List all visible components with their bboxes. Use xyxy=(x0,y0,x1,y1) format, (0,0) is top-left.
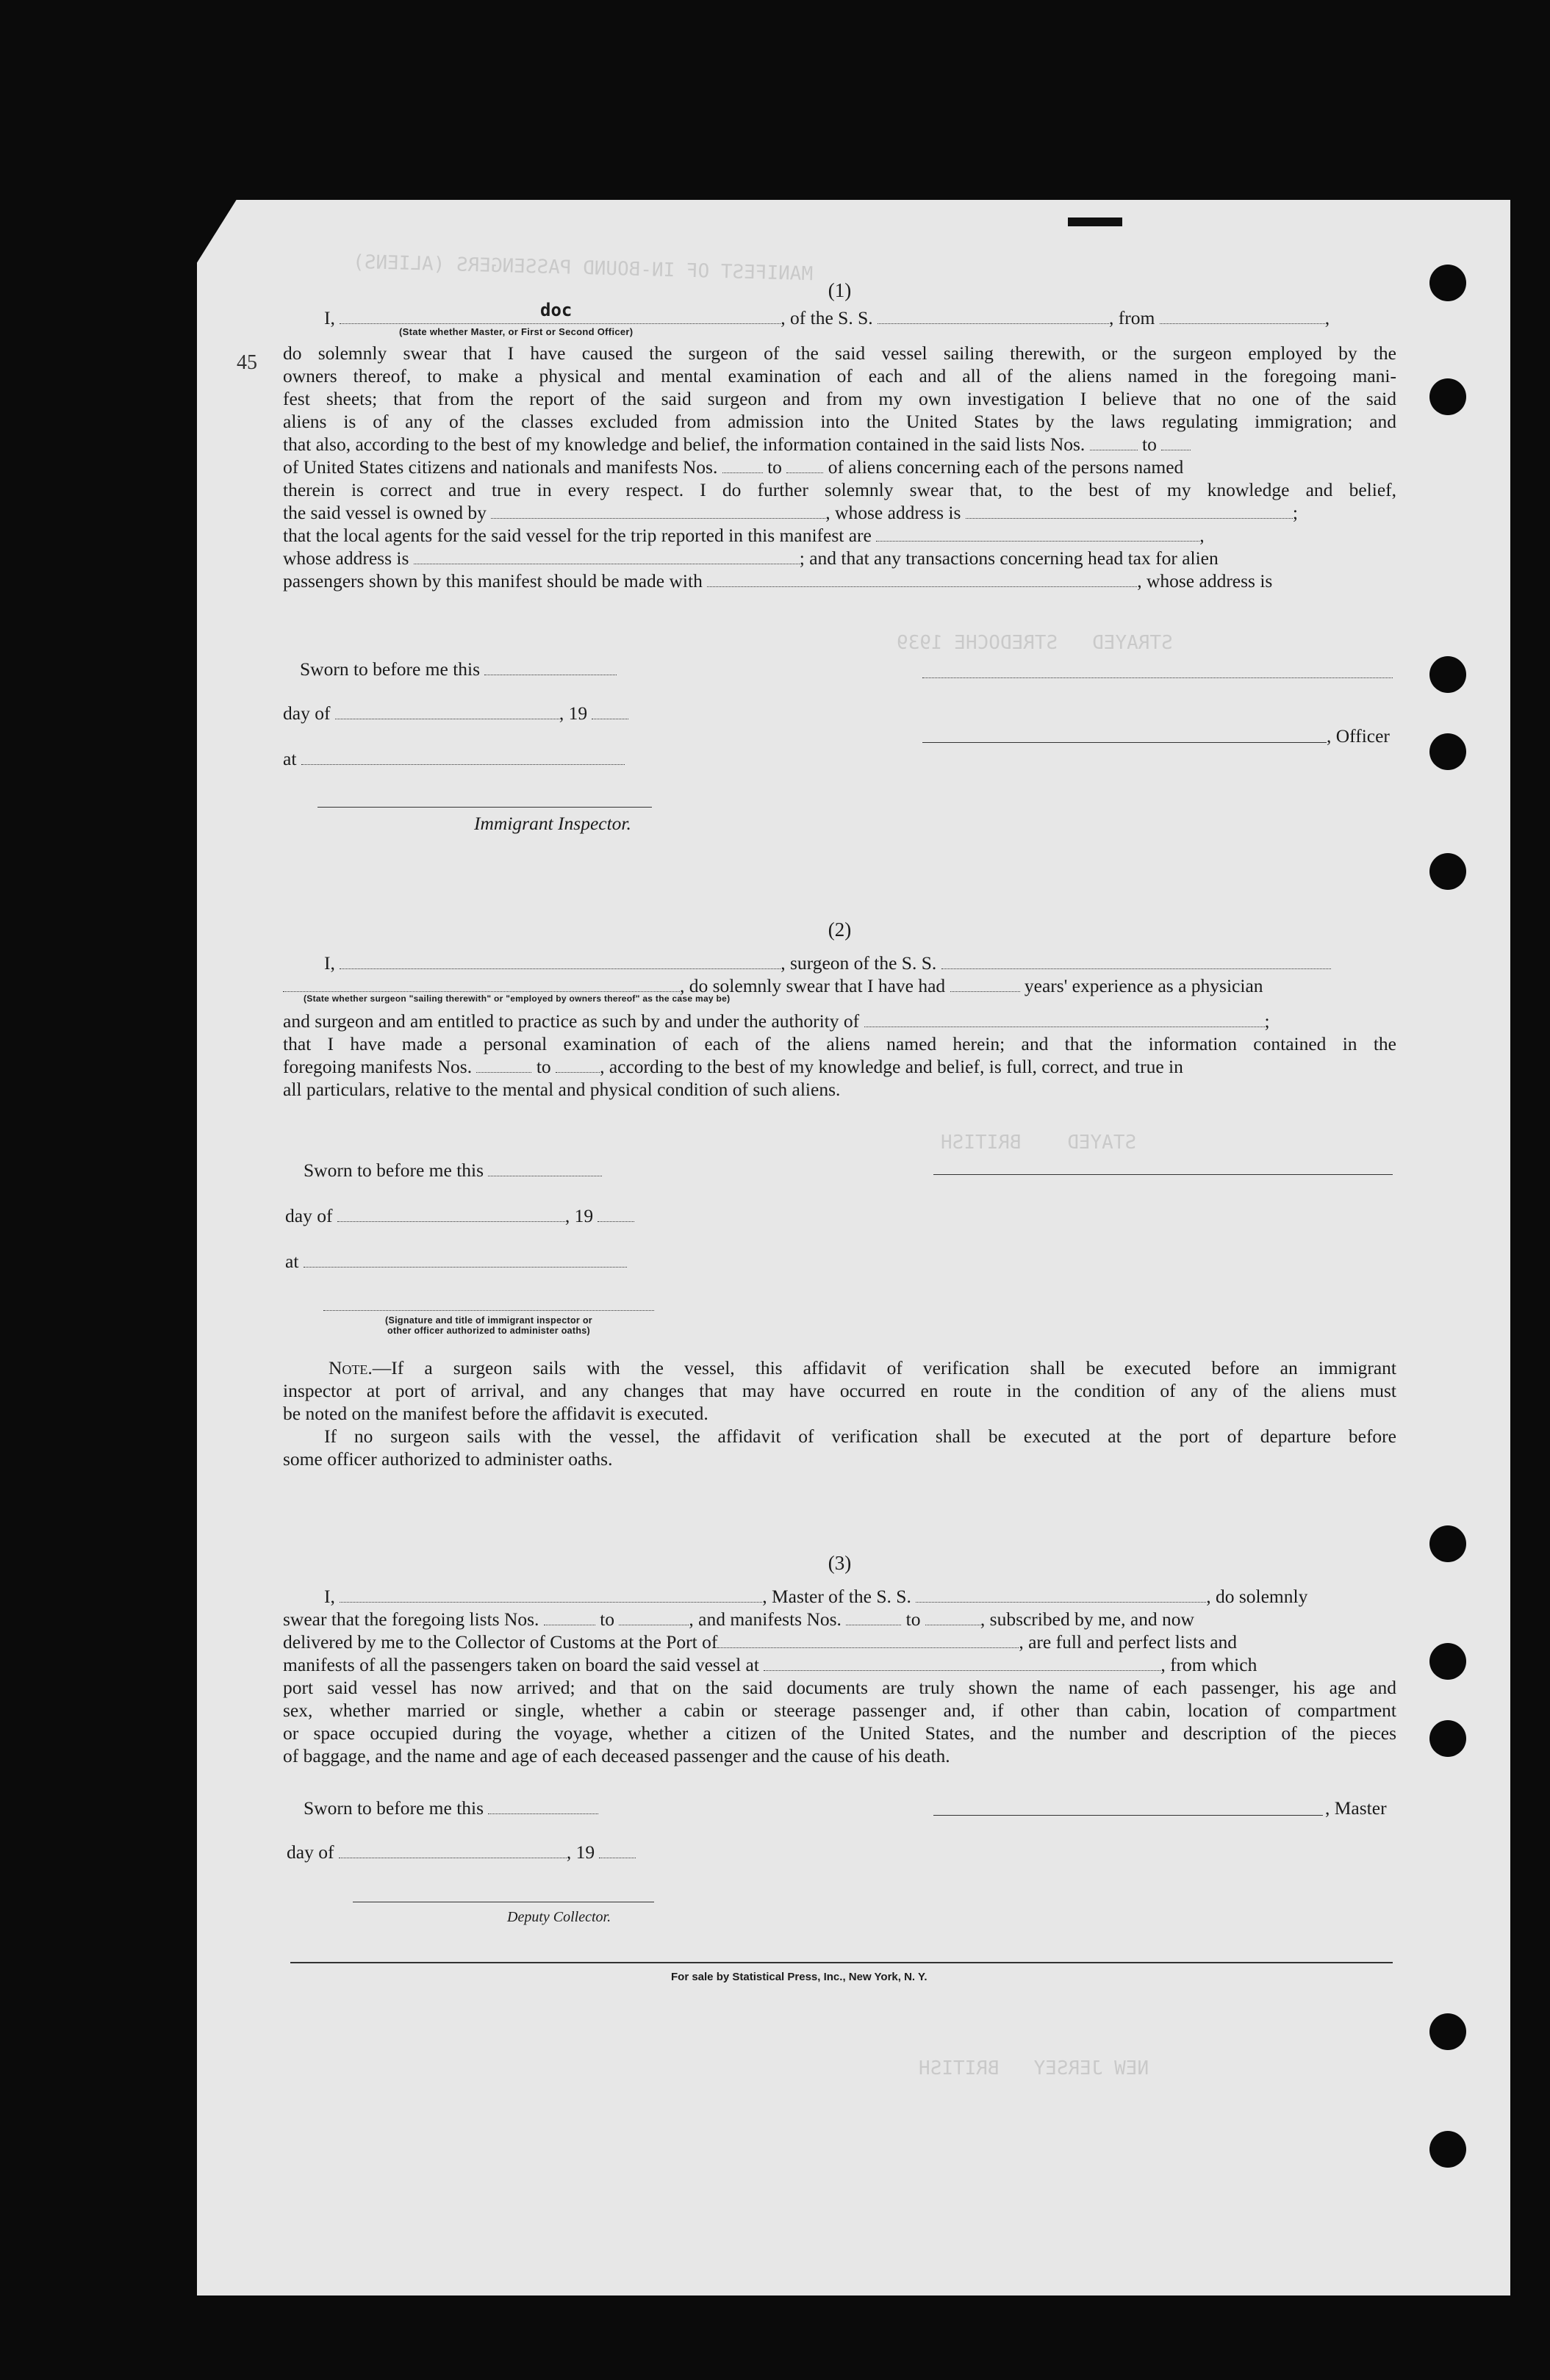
inspector-signature-line[interactable] xyxy=(317,807,652,808)
bleed-through: STRAYED STREDOCHE 1939 xyxy=(897,632,1173,654)
body-line: owners thereof, to make a physical and mental examination of each and all of the aliens named in the foregoing mani- xyxy=(283,365,1396,387)
section-3 xyxy=(283,1552,1396,1767)
port-departure-blank[interactable] xyxy=(764,1655,1160,1671)
note-line: Note.—If a surgeon sails with the vessel, this affidavit of verification shall be executed before an immigrant xyxy=(329,1357,1396,1378)
surgeon-line: I, , surgeon of the S. S. xyxy=(283,952,1396,974)
note-line: If no surgeon sails with the vessel, the affidavit of verification shall be executed at the port of departure before xyxy=(324,1426,1396,1447)
sworn-day-blank[interactable] xyxy=(488,1799,598,1814)
authority-blank[interactable] xyxy=(864,1012,1265,1027)
section-2 xyxy=(283,918,1396,1101)
section-1 xyxy=(283,279,1396,592)
owner-address-blank[interactable] xyxy=(966,503,1293,519)
officer-caption: (State whether Master, or First or Second Officer) xyxy=(399,326,634,337)
bleed-through: NEW JERSEY BRITISH xyxy=(919,2057,1149,2079)
body-line: aliens is of any of the classes excluded from admission into the United States by the laws regulating immigration; and xyxy=(283,411,1396,432)
officer-name-blank[interactable] xyxy=(340,309,781,324)
punch-hole xyxy=(1429,1525,1466,1562)
note-block xyxy=(283,1356,1396,1470)
vessel-blank[interactable] xyxy=(878,309,1109,324)
body-line: whose address is ; and that any transactions concerning head tax for alien xyxy=(283,547,1219,569)
printer-imprint: For sale by Statistical Press, Inc., New York, N. Y. xyxy=(671,1971,928,1983)
years-blank[interactable] xyxy=(950,977,1020,992)
manifests-to-blank[interactable] xyxy=(925,1610,980,1625)
officer-label: , Officer xyxy=(1327,725,1390,747)
sworn-label: Sworn to before me this xyxy=(300,658,617,680)
witness-signature-line[interactable] xyxy=(323,1310,654,1311)
sworn-day-blank[interactable] xyxy=(488,1161,602,1176)
master-name-blank[interactable] xyxy=(340,1587,762,1603)
year-blank[interactable] xyxy=(599,1843,636,1858)
year-blank[interactable] xyxy=(592,704,628,719)
body-line: that also, according to the best of my knowledge and belief, the information contained in the said lists Nos. to xyxy=(283,433,1396,456)
punch-hole xyxy=(1429,853,1466,890)
body-line: all particulars, relative to the mental and physical condition of such aliens. xyxy=(283,1079,841,1100)
bleed-through: MANIFEST OF IN-BOUND PASSENGERS (ALIENS) xyxy=(352,251,814,286)
surgeon-caption: (State whether surgeon "sailing therewith" or "employed by owners thereof" as the case may be) xyxy=(304,993,731,1004)
month-blank[interactable] xyxy=(337,1207,565,1222)
note-line: some officer authorized to administer oaths. xyxy=(283,1448,613,1470)
agents-blank[interactable] xyxy=(876,526,1199,542)
collector-caption: Deputy Collector. xyxy=(507,1909,611,1925)
surgeon-signature-line[interactable] xyxy=(933,1174,1393,1175)
lists-to-blank[interactable] xyxy=(1161,435,1191,450)
master-line: I, , Master of the S. S. , do solemnly xyxy=(324,1586,1308,1607)
body-line: port said vessel has now arrived; and that on the said documents are truly shown the name of each passenger, his age and xyxy=(283,1677,1396,1698)
master-signature-line[interactable] xyxy=(933,1815,1323,1816)
vessel-blank[interactable] xyxy=(916,1587,1206,1603)
punch-hole xyxy=(1429,378,1466,415)
punch-hole xyxy=(1429,1643,1466,1680)
lists-from-blank[interactable] xyxy=(544,1610,595,1625)
place-blank[interactable] xyxy=(301,749,625,765)
officer-line: I, , of the S. S. , from , xyxy=(324,307,1330,328)
manifests-to-blank[interactable] xyxy=(556,1057,600,1073)
inspector-caption: Immigrant Inspector. xyxy=(474,813,631,834)
body-line: or space occupied during the voyage, whether a citizen of the United States, and the number and description of the pieces xyxy=(283,1722,1396,1744)
body-line: do solemnly swear that I have caused the surgeon of the said vessel sailing therewith, or the surgeon employed by the xyxy=(283,342,1396,364)
punch-hole xyxy=(1429,265,1466,301)
lists-from-blank[interactable] xyxy=(1090,435,1138,450)
tape-mark xyxy=(1068,217,1122,226)
vessel-blank[interactable] xyxy=(941,954,1331,969)
section-number: (3) xyxy=(828,1552,852,1574)
lists-to-blank[interactable] xyxy=(619,1610,689,1625)
bleed-through: STAYED BRITISH xyxy=(941,1132,1137,1154)
officer-signature-line-1[interactable] xyxy=(922,677,1393,678)
note-line: inspector at port of arrival, and any changes that may have occurred en route in the condition of any of the aliens must xyxy=(283,1380,1396,1401)
agents-address-blank[interactable] xyxy=(414,549,800,564)
port-from-blank[interactable] xyxy=(1160,309,1325,324)
sworn-label: Sworn to before me this xyxy=(304,1160,602,1182)
punch-hole xyxy=(1429,656,1466,693)
oath-body xyxy=(283,342,1396,592)
body-line: the said vessel is owned by , whose address is ; xyxy=(283,502,1298,523)
surgeon-status-blank[interactable] xyxy=(283,977,680,992)
footer-rule xyxy=(290,1962,1393,1963)
master-label: , Master xyxy=(1325,1797,1387,1819)
day-label: day of , 19 xyxy=(285,1205,634,1227)
punch-hole xyxy=(1429,2131,1466,2168)
punch-hole xyxy=(1429,1720,1466,1757)
officer-signature-line-2[interactable] xyxy=(922,742,1327,743)
body-line: sex, whether married or single, whether a cabin or steerage passenger and, if other than cabin, location of compartment xyxy=(283,1700,1396,1721)
body-line: delivered by me to the Collector of Customs at the Port of , are full and perfect lists and xyxy=(283,1631,1238,1653)
manifests-from-blank[interactable] xyxy=(722,458,763,473)
witness-caption: (Signature and title of immigrant inspector or other officer authorized to administer oaths) xyxy=(385,1315,592,1336)
surgeon-line: , do solemnly swear that I have had years' experience as a physician xyxy=(283,974,1396,997)
at-label: at xyxy=(283,748,625,770)
manifests-to-blank[interactable] xyxy=(786,458,823,473)
head-tax-blank[interactable] xyxy=(707,572,1137,587)
manifests-from-blank[interactable] xyxy=(846,1610,901,1625)
year-blank[interactable] xyxy=(598,1207,634,1222)
day-label: day of , 19 xyxy=(283,702,628,725)
day-label: day of , 19 xyxy=(287,1841,636,1863)
at-label: at xyxy=(285,1251,627,1273)
month-blank[interactable] xyxy=(339,1843,567,1858)
body-line: foregoing manifests Nos. to , according to the best of my knowledge and belief, is full, correct, and true in xyxy=(283,1056,1183,1077)
port-blank[interactable] xyxy=(717,1633,1019,1648)
heading-note: doc xyxy=(540,300,573,320)
manifests-from-blank[interactable] xyxy=(476,1057,531,1073)
body-line: of United States citizens and nationals and manifests Nos. to of aliens concerning each of the persons named xyxy=(283,456,1184,478)
body-line: swear that the foregoing lists Nos. to , and manifests Nos. to , subscribed by me, and now xyxy=(283,1608,1194,1630)
body-line: and surgeon and am entitled to practice as such by and under the authority of ; xyxy=(283,1010,1270,1032)
sworn-day-blank[interactable] xyxy=(484,660,617,675)
owner-blank[interactable] xyxy=(491,503,825,519)
body-line: passengers shown by this manifest should be made with , whose address is xyxy=(283,570,1273,592)
punch-hole xyxy=(1429,2013,1466,2050)
surgeon-name-blank[interactable] xyxy=(340,954,781,969)
punch-hole xyxy=(1429,733,1466,770)
body-line: fest sheets; that from the report of the said surgeon and from my own investigation I believe that no one of the said xyxy=(283,388,1396,409)
margin-note: 45 xyxy=(237,351,257,374)
body-line: therein is correct and true in every respect. I do further solemnly swear that, to the best of my knowledge and belief, xyxy=(283,479,1396,500)
body-line: manifests of all the passengers taken on board the said vessel at , from which xyxy=(283,1654,1257,1675)
sworn-label: Sworn to before me this xyxy=(304,1797,598,1819)
body-line: that the local agents for the said vessel for the trip reported in this manifest are , xyxy=(283,525,1205,546)
section-number: (1) xyxy=(828,279,852,301)
body-line: that I have made a personal examination of each of the aliens named herein; and that the information contained in the xyxy=(283,1033,1396,1054)
month-blank[interactable] xyxy=(335,704,559,719)
note-line: be noted on the manifest before the affidavit is executed. xyxy=(283,1403,708,1424)
body-line: of baggage, and the name and age of each deceased passenger and the cause of his death. xyxy=(283,1745,950,1766)
section-number: (2) xyxy=(828,918,852,941)
place-blank[interactable] xyxy=(304,1252,627,1268)
